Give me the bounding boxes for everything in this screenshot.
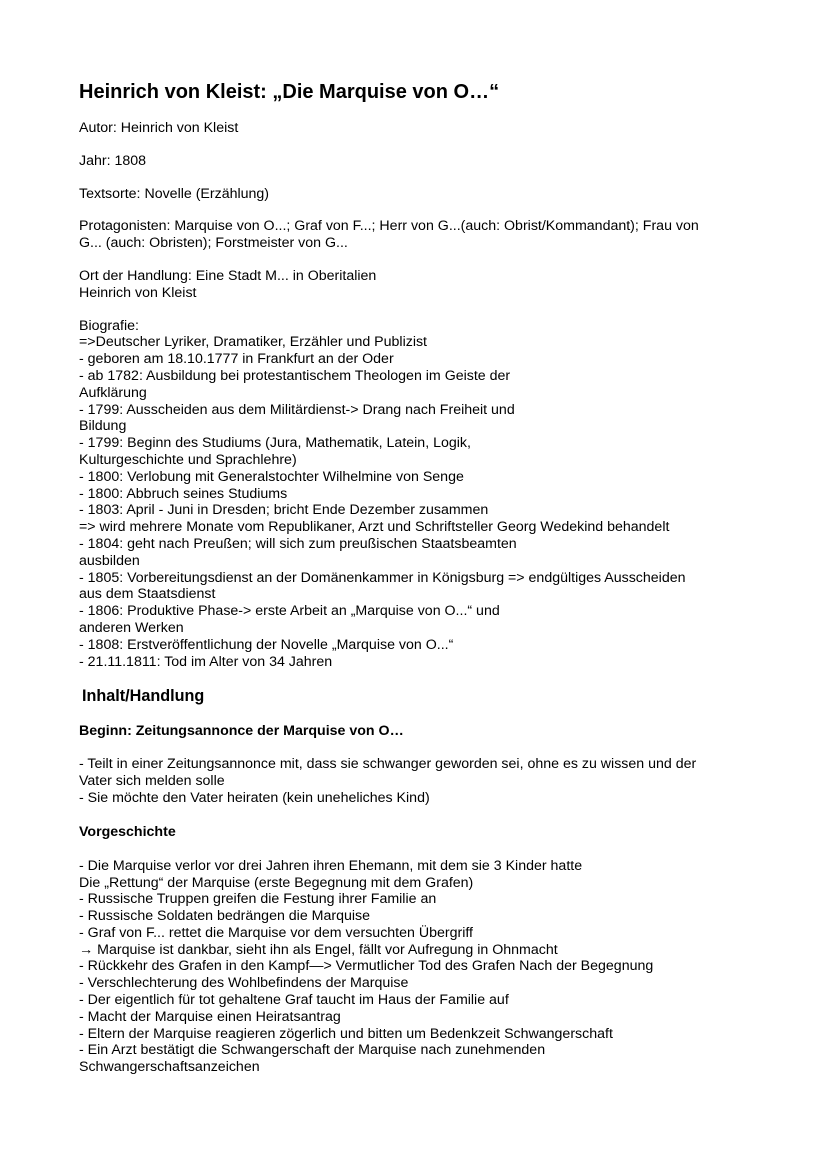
- vorgeschichte-block: [79, 858, 769, 1076]
- ort-block: [79, 268, 769, 302]
- biografie-line: Bildung: [79, 418, 127, 435]
- biografie-line: - 1808: Erstveröffentlichung der Novelle „Marquise von O...“: [79, 636, 454, 653]
- vorgeschichte-line: - Eltern der Marquise reagieren zögerlich und bitten um Bedenkzeit Schwangerschaft: [79, 1025, 613, 1042]
- autor-line: Autor: Heinrich von Kleist: [79, 120, 239, 136]
- vorgeschichte-line: - Russische Truppen greifen die Festung ihrer Familie an: [79, 891, 437, 908]
- biografie-line: anderen Werken: [79, 619, 184, 636]
- biografie-block: [79, 318, 769, 671]
- inhalt-heading: Inhalt/Handlung: [82, 687, 205, 706]
- beginn-heading: Beginn: Zeitungsannonce der Marquise von O…: [79, 723, 404, 740]
- biografie-line: aus dem Staatsdienst: [79, 586, 216, 603]
- biografie-line: - 1799: Ausscheiden aus dem Militärdienst-> Drang nach Freiheit und: [79, 401, 515, 418]
- ort-line: Ort der Handlung: Eine Stadt M... in Oberitalien: [79, 267, 377, 284]
- beginn-line: - Sie möchte den Vater heiraten (kein uneheliches Kind): [79, 789, 430, 806]
- textsorte-line: Textsorte: Novelle (Erzählung): [79, 185, 270, 202]
- document-page: [79, 80, 769, 1076]
- vorgeschichte-line: → Marquise ist dankbar, sieht ihn als Engel, fällt vor Aufregung in Ohnmacht: [79, 941, 558, 958]
- vorgeschichte-line: - Graf von F... rettet die Marquise vor dem versuchten Übergriff: [79, 924, 473, 941]
- beginn-block: [79, 756, 769, 806]
- biografie-line: - 1804: geht nach Preußen; will sich zum preußischen Staatsbeamten: [79, 535, 517, 552]
- biografie-line: - geboren am 18.10.1777 in Frankfurt an der Oder: [79, 351, 394, 368]
- document-title: Heinrich von Kleist: „Die Marquise von O…“: [79, 81, 500, 103]
- vorgeschichte-heading: Vorgeschichte: [79, 823, 176, 840]
- protagonisten-line: Protagonisten: Marquise von O...; Graf von F...; Herr von G...(auch: Obrist/Kommandant); Frau von: [79, 218, 699, 235]
- vorgeschichte-line: - Verschlechterung des Wohlbefindens der Marquise: [79, 975, 409, 992]
- biografie-line: - 1799: Beginn des Studiums (Jura, Mathematik, Latein, Logik,: [79, 435, 471, 452]
- biografie-line: => wird mehrere Monate vom Republikaner, Arzt und Schriftsteller Georg Wedekind behandelt: [79, 519, 670, 536]
- vorgeschichte-line: - Der eigentlich für tot gehaltene Graf taucht im Haus der Familie auf: [79, 992, 509, 1009]
- biografie-line: Biografie:: [79, 317, 139, 334]
- protagonisten-block: [79, 218, 769, 252]
- vorgeschichte-line: - Russische Soldaten bedrängen die Marquise: [79, 908, 371, 925]
- vorgeschichte-line: - Rückkehr des Grafen in den Kampf—> Vermutlicher Tod des Grafen Nach der Begegnung: [79, 958, 654, 975]
- biografie-line: - 1805: Vorbereitungsdienst an der Domänenkammer in Königsburg => endgültiges Ausscheiden: [79, 569, 686, 586]
- biografie-line: - ab 1782: Ausbildung bei protestantischem Theologen im Geiste der: [79, 367, 511, 384]
- biografie-line: ausbilden: [79, 552, 140, 569]
- vorgeschichte-line: - Macht der Marquise einen Heiratsantrag: [79, 1008, 341, 1025]
- beginn-line: Vater sich melden solle: [79, 773, 225, 790]
- biografie-line: - 1800: Verlobung mit Generalstochter Wilhelmine von Senge: [79, 468, 464, 485]
- biografie-line: - 21.11.1811: Tod im Alter von 34 Jahren: [79, 653, 333, 670]
- biografie-line: - 1806: Produktive Phase-> erste Arbeit an „Marquise von O...“ und: [79, 603, 500, 620]
- biografie-line: =>Deutscher Lyriker, Dramatiker, Erzähler und Publizist: [79, 334, 428, 351]
- biografie-line: Kulturgeschichte und Sprachlehre): [79, 451, 297, 468]
- jahr-line: Jahr: 1808: [79, 152, 147, 169]
- vorgeschichte-line: Schwangerschaftsanzeichen: [79, 1059, 260, 1076]
- biografie-line: Aufklärung: [79, 384, 147, 401]
- vorgeschichte-line: - Ein Arzt bestätigt die Schwangerschaft der Marquise nach zunehmenden: [79, 1042, 546, 1059]
- protagonisten-line: G... (auch: Obristen); Forstmeister von G...: [79, 235, 348, 252]
- vorgeschichte-line: - Die Marquise verlor vor drei Jahren ihren Ehemann, mit dem sie 3 Kinder hatte: [79, 857, 583, 874]
- beginn-line: - Teilt in einer Zeitungsannonce mit, dass sie schwanger geworden sei, ohne es zu wissen und der: [79, 756, 697, 773]
- biografie-line: - 1800: Abbruch seines Studiums: [79, 485, 288, 502]
- vorgeschichte-line: Die „Rettung“ der Marquise (erste Begegnung mit dem Grafen): [79, 874, 474, 891]
- ort-line: Heinrich von Kleist: [79, 284, 197, 301]
- biografie-line: - 1803: April - Juni in Dresden; bricht Ende Dezember zusammen: [79, 502, 489, 519]
